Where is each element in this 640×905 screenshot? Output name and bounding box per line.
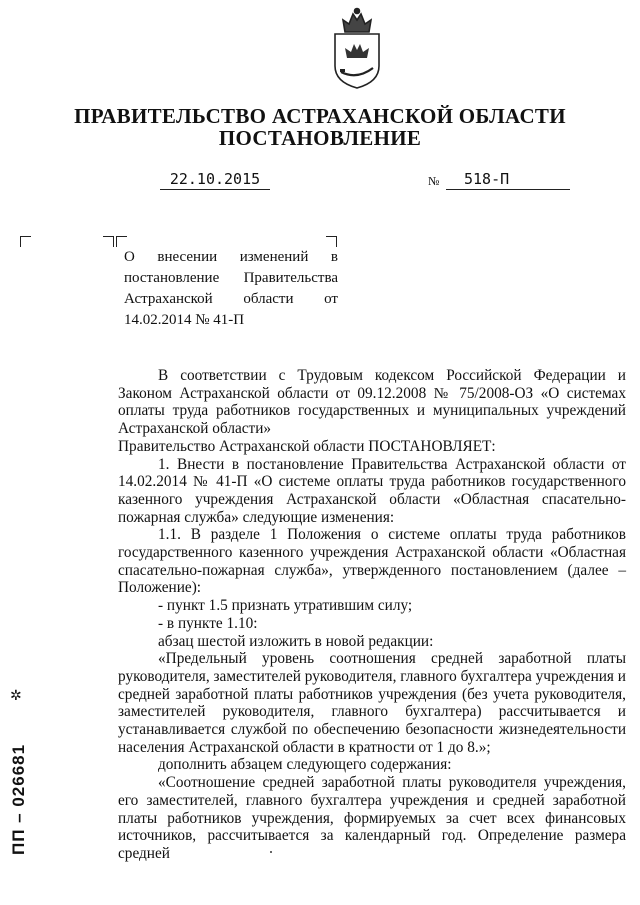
paragraph-quote-2: «Соотношение средней заработной платы руководителя учреждения, его заместителей, главного бухгалтера учреждения и средней заработной платы работников учреждения, формируемых за счет всех финансовых источников, рассчитывается за календарный год. Определение размера средней: [118, 774, 626, 862]
corner-mark-subject-right: [326, 236, 337, 247]
paragraph-abzac-6: абзац шестой изложить в новой редакции:: [158, 632, 434, 650]
paragraph-resolves: Правительство Астраханской области ПОСТАНОВЛЯЕТ:: [118, 437, 496, 455]
document-body: [118, 367, 626, 863]
number-sign: №: [428, 174, 440, 188]
paragraph-item-1: 1. Внести в постановление Правительства Астраханской области от 14.02.2014 № 41-П «О системе оплаты труда работников государственного казенного учреждения Астраханской области «Областная спасательно-пожарная служба» следующие изменения:: [118, 455, 626, 526]
document-number: 518-П: [446, 170, 570, 190]
margin-serial-text: ПП – 026681: [9, 743, 28, 855]
paragraph-bullet-1: - пункт 1.5 признать утратившим силу;: [158, 597, 413, 615]
corner-mark-top-left: [20, 236, 31, 247]
margin-symbol-icon: ✲: [10, 689, 22, 704]
scan-dot: [270, 851, 272, 853]
document-date: 22.10.2015: [160, 170, 270, 190]
government-title: ПРАВИТЕЛЬСТВО АСТРАХАНСКОЙ ОБЛАСТИ: [74, 104, 566, 128]
coat-of-arms-emblem: [327, 6, 387, 90]
document-subject: О внесении изменений в постановление Правительства Астраханской области от 14.02.2014 № 41-П: [124, 249, 338, 328]
paragraph-add: дополнить абзацем следующего содержания:: [158, 756, 452, 774]
margin-serial-code: [4, 710, 28, 860]
paragraph-quote-1: «Предельный уровень соотношения средней заработной платы руководителя, заместителей руководителя, главного бухгалтера учреждения и средней заработной платы работников учреждения (без учета руководителя, заместителей руководителя, главного бухгалтера) рассчитывается и устанавливается службой по обеспечению безопасности жизнедеятельности населения Астраханской области в кратности от 1 до 8.»;: [118, 650, 626, 756]
document-type-title: ПОСТАНОВЛЕНИЕ: [218, 126, 422, 150]
paragraph-bullet-2: - в пункте 1.10:: [158, 614, 258, 632]
paragraph-item-1-1: 1.1. В разделе 1 Положения о системе оплаты труда работников государственного казенного учреждения Астраханской области «Областная спасательно-пожарная служба», утвержденного постановлением (далее – Положение):: [118, 526, 626, 597]
corner-mark-top-right-a: [103, 236, 114, 247]
corner-mark-subject-left: [116, 236, 127, 247]
paragraph-preamble: В соответствии с Трудовым кодексом Российской Федерации и Законом Астраханской области от 09.12.2008 № 75/2008-ОЗ «О системах оплаты труда работников государственных и муниципальных учреждений Астраханской области»: [118, 367, 626, 438]
